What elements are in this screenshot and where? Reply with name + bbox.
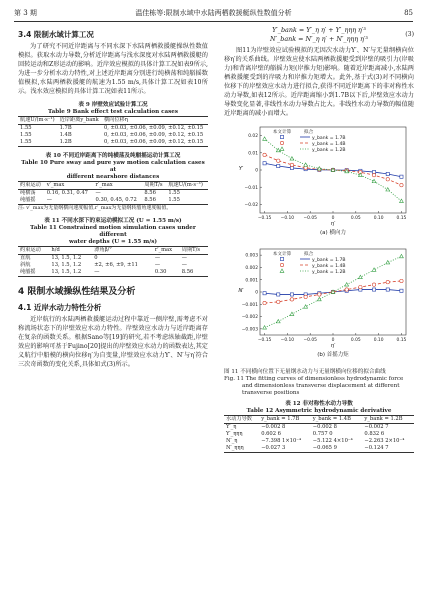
table-cell: —: [154, 255, 161, 261]
panel-b-y-tick-label: −0.002: [241, 315, 258, 321]
page-number: 85: [404, 9, 413, 17]
panel-b-data-point: [304, 305, 308, 308]
panel-a-y-tick-label: −0.02: [244, 203, 258, 208]
panel-a-y-tick-label: −0.01: [244, 185, 258, 191]
table-cell: −0.027 3: [261, 445, 286, 451]
panel-b-data-point: [359, 285, 362, 288]
table-cell: 0.602 6: [261, 431, 281, 437]
table-row: [18, 125, 208, 133]
table-10-header: v′_max: [46, 182, 65, 188]
table-11-caption-cn: 表 11 不同水深下的束运动模拟工况 (U = 1.55 m/s): [44, 218, 182, 224]
panel-a-data-point: [263, 137, 267, 140]
panel-b-data-point: [358, 275, 362, 278]
table-cell: 1.55: [20, 132, 32, 138]
table-9: [18, 116, 208, 147]
table-12-header: y_bank = 1.2B: [364, 416, 403, 422]
panel-a-x-tick-label: 0: [331, 216, 335, 221]
table-cell: 0.757 0: [312, 431, 333, 437]
table-row: [224, 445, 414, 453]
table-cell: −0.065 9: [312, 445, 337, 451]
figure-11-caption-cn: 图 11 不同横向位置下无量纲水动力与无量纲横向位移的拟合曲线: [224, 369, 386, 375]
table-cell: 1.55: [168, 190, 180, 196]
panel-a-x-tick-label: 0.15: [396, 216, 407, 221]
panel-b-y-tick-label: −0.003: [241, 327, 258, 333]
section-4-1-paragraph: 近岸航行的水陆两栖救援艇运动过程中靠近一侧岸壁,需考虑不对称流场状态下的岸壁效应水动力特性。岸壁效应水动力与近岸距离存在复杂的函数关系。根据Sano等[19]的研究,若不考虑纵轴截距,岸壁效应的影响可基于Fujino[20]提出的岸壁效应水动力的函数表达,其定义航行中船模的横向位移η′为自变量,岸壁效应水动力Y′、N′与η′符合三次奇函数的变化关系,具体如式(3)所示。: [18, 316, 208, 368]
panel-a-y-tick-label: 0: [255, 168, 258, 174]
panel-b-subtitle: (b) 首摇力矩: [317, 352, 349, 358]
panel-a-legend-label: y_bank = 1.4B: [312, 142, 346, 147]
panel-a-legend-header-data: 本文计算: [272, 130, 292, 135]
table-9-header: 航速U/(m·s⁻¹): [20, 117, 55, 123]
panel-b-data-point: [372, 283, 375, 286]
table-cell: 直航: [20, 255, 31, 261]
panel-a-data-point: [277, 164, 280, 167]
panel-a-legend-marker: [280, 141, 283, 144]
table-11-caption-en-1: Table 11 Constrained motion simulation cases under different: [30, 225, 196, 238]
running-title: 温佳栋等:限制水域中水陆两栖救援艇纵性数值分析: [135, 9, 292, 17]
panel-a-data-point: [290, 157, 294, 160]
figure-11-discussion: 图11为岸壁效应试验模拟的无因次水动力Y′、N′与无量纲横向位移η′的关系曲线。岸壁效应使水陆两栖救援艇受到岸壁的吸引力(岸吸力)和背离岸壁的艏摇力矩(岸推力矩)影响。随着近岸距离减小,水陆两栖救援艇受到的岸吸力和岸推力矩增大。此外,基于式(3)对不同横向位移下的岸壁效应水动力进行拟合,获得不同近岸距离下的非对称性水动力导数,如表12所示。近岸距离缩小到1.7B以下后,岸壁效应水动力导数变化显著,非线性水动力导数占比大。非线性水动力导数的幅值随近岸距离的减小而增大。: [224, 47, 414, 117]
panel-a-x-tick-label: 0.10: [373, 216, 384, 221]
panel-b-x-tick-label: 0: [331, 338, 335, 343]
table-cell: 1.55: [168, 197, 180, 203]
table-cell: 纯艏摇: [20, 197, 36, 203]
panel-b-legend-header-data: 本文计算: [272, 252, 292, 257]
table-12-header: 水动力导数: [226, 416, 252, 422]
table-cell: 0, ±0.03, ±0.06, ±0.09, ±0.12, ±0.15: [103, 132, 204, 138]
table-10-caption-cn: 表 10 不同近岸距离下的纯横荡及纯艏摇运动计算工况: [45, 153, 181, 159]
panel-a-data-point: [372, 179, 376, 182]
figure-11-caption-en-2: and dimensionless transverse displacement at different: [242, 383, 400, 389]
running-header: [14, 6, 413, 20]
panel-a-x-tick-label: −0.05: [303, 216, 317, 221]
table-row: [224, 438, 414, 445]
panel-a-subtitle: (a) 横向力: [320, 230, 346, 236]
table-cell: Y′_ηηη: [226, 431, 243, 437]
section-3-4-paragraph: 为了研究不同近岸距离与不同水深下水陆两栖救援艇操纵性数值模拟。获取水动力导数,分析近岸距离与浅水深度对水陆两栖救援艇的回转运动和Z形运动的影响。近岸效应模拟的具体计算工况如表9所示,为进一步分析水动力特性,对上述近岸距离分别进行纯横荡和纯艏摇数值模拟,水陆两栖救援艇的航速为1.55 m/s,具体计算工况如表10所示。浅水效应模拟的具体计算工况如表11所示。: [18, 43, 208, 95]
table-cell: 斜航: [20, 262, 31, 268]
table-cell: —: [154, 262, 161, 268]
figure-11: [224, 121, 414, 369]
table-cell: ±2, ±6, ±9, ±11: [94, 262, 138, 268]
table-11-header: r′_max: [154, 247, 173, 253]
table-cell: —: [181, 262, 187, 268]
table-10: [18, 181, 208, 205]
panel-b-x-axis-label: η′: [330, 343, 336, 349]
panel-b-y-axis-label: N′: [238, 288, 244, 294]
table-row: [18, 197, 208, 205]
panel-a-data-point: [304, 166, 307, 169]
panel-b-y-tick-label: 0.001: [245, 278, 258, 284]
panel-b-legend-marker: [280, 263, 283, 266]
table-cell: 8.56: [144, 197, 156, 203]
table-cell: 纯艏摇: [20, 269, 36, 275]
table-cell: 纯横荡: [20, 190, 36, 196]
panel-a-data-point: [277, 159, 280, 162]
table-row: [18, 255, 208, 263]
equation-3: [224, 26, 414, 44]
table-row: [224, 431, 414, 438]
section-3-4-title: 3.4 限制水域计算工况: [18, 30, 94, 39]
panel-a-y-axis-label: Y′: [238, 166, 244, 172]
panel-a-x-axis-label: η′: [330, 221, 336, 227]
panel-a-legend-label: y_bank = 1.2B: [312, 148, 346, 153]
table-12-caption-cn: 表 12 非对称性水动力导数: [285, 401, 353, 407]
table-11-header: h/d: [51, 247, 60, 253]
table-cell: 0.832 6: [364, 431, 385, 437]
table-cell: −0.002 8: [312, 424, 337, 430]
figure-11-caption-en-3: transverse positions: [242, 390, 300, 396]
table-cell: 0: [94, 255, 98, 261]
table-cell: −0.002 7: [364, 424, 389, 430]
panel-b-data-point: [277, 293, 280, 296]
table-10-header: 航速U/(m·s⁻¹): [168, 182, 203, 188]
equation-line-2: N′_bank = N′_η η′ + N′_ηηη η′³: [270, 35, 368, 43]
table-10-header: 约束运动: [20, 182, 41, 188]
table-cell: N′_η: [226, 438, 238, 444]
table-cell: −0.002 8: [261, 424, 286, 430]
panel-b-data-point: [276, 319, 280, 322]
table-12-header: y_bank = 1.7B: [261, 416, 300, 422]
table-row: [18, 269, 208, 277]
panel-b-data-point: [386, 288, 389, 291]
panel-a-legend-marker: [280, 147, 284, 150]
panel-a-data-point: [386, 172, 389, 175]
equation-number: (3): [405, 31, 414, 38]
table-cell: 1.7B: [59, 125, 72, 131]
panel-a-legend-marker: [280, 135, 283, 138]
panel-b-data-point: [263, 326, 267, 329]
panel-b-data-point: [290, 312, 294, 315]
panel-b-x-tick-label: −0.15: [257, 338, 272, 343]
right-column: [224, 26, 414, 453]
table-cell: —: [181, 255, 187, 261]
panel-b-data-point: [304, 295, 307, 298]
table-12-header: y_bank = 1.4B: [312, 416, 351, 422]
table-cell: —: [94, 269, 100, 275]
panel-b-y-tick-label: 0.003: [245, 253, 258, 259]
panel-b-legend-marker: [280, 269, 284, 272]
panel-b-data-point: [386, 280, 389, 283]
section-4-title: 4 限制水域操纵性结果及分析: [18, 287, 136, 297]
table-cell: 1.2B: [59, 139, 72, 145]
panel-b-data-point: [277, 300, 280, 303]
panel-a-legend-label: y_bank = 1.7B: [312, 136, 346, 141]
table-cell: −0.124 7: [364, 445, 389, 451]
panel-b-legend-label: y_bank = 1.2B: [312, 270, 346, 275]
table-10-caption-en-2: different nearshore distances: [66, 174, 160, 180]
table-10-caption-en-1: Table 10 Pure sway and pure yaw motion calculation cases at: [21, 160, 205, 173]
panel-b-data-point: [400, 254, 404, 257]
panel-b-y-tick-label: −0.001: [241, 302, 258, 308]
table-cell: −7.398 1×10⁻⁴: [261, 438, 302, 444]
table-cell: 1.55: [20, 125, 32, 131]
panel-b-legend-label: y_bank = 1.4B: [312, 264, 346, 269]
panel-b-data-point: [400, 289, 403, 292]
panel-b-data-point: [263, 301, 266, 304]
table-cell: 0.30, 0.45, 0.72: [95, 197, 137, 203]
panel-b-legend-label: y_bank = 1.7B: [312, 258, 346, 263]
panel-b-data-point: [290, 293, 293, 296]
panel-b-x-tick-label: −0.05: [303, 338, 317, 343]
header-rule: [14, 21, 413, 22]
panel-a-data-point: [386, 188, 390, 191]
panel-b-x-tick-label: 0.05: [350, 338, 361, 343]
table-cell: 0, ±0.03, ±0.06, ±0.09, ±0.12, ±0.15: [103, 139, 204, 145]
table-10-note: 注: v′_max为无量纲横向速度幅值,r′_max为无量纲转艏角速度幅值。: [18, 205, 172, 211]
panel-a-legend-header-fit: 拟合: [304, 130, 314, 135]
table-cell: N′_ηηη: [226, 445, 244, 451]
panel-b-y-tick-label: 0.002: [245, 266, 258, 272]
table-11-caption-en-2: water depths (U = 1.55 m/s): [68, 239, 158, 245]
table-cell: 1.55: [20, 139, 32, 145]
table-9-header: 近岸距离y_bank: [59, 117, 99, 123]
panel-a-x-tick-label: 0.05: [350, 216, 361, 221]
panel-b-data-point: [372, 288, 375, 291]
table-10-header: r′_max: [95, 182, 113, 188]
panel-b-x-tick-label: −0.10: [280, 338, 295, 343]
panel-b-data-point: [290, 298, 293, 301]
panel-a-data-point: [386, 178, 389, 181]
panel-a-data-point: [290, 163, 293, 166]
panel-b-data-point: [318, 293, 321, 296]
table-cell: 1.4B: [59, 132, 72, 138]
section-4-1-title: 4.1 近岸水动力特性分析: [18, 303, 102, 312]
panel-b-data-point: [400, 279, 403, 282]
panel-a-data-point: [400, 199, 404, 202]
panel-b-data-point: [263, 292, 266, 295]
panel-a-data-point: [263, 153, 266, 156]
panel-a-y-tick-label: 0.02: [248, 134, 258, 140]
table-cell: 8.56: [144, 190, 156, 196]
table-row: [18, 132, 208, 139]
panel-b-legend-header-fit: 拟合: [304, 252, 314, 257]
table-cell: —: [46, 197, 52, 203]
table-cell: 0.16, 0.31, 0.47: [46, 190, 88, 196]
equation-line-1: Y′_bank = Y′_η η′ + Y′_ηηη η′³: [272, 26, 366, 34]
panel-b-data-point: [345, 283, 349, 286]
panel-b-data-point: [345, 288, 348, 291]
panel-a-x-tick-label: −0.15: [257, 216, 272, 221]
panel-a-data-point: [400, 183, 403, 186]
figure-11-caption-en-1: Fig. 11 The fitting curves of dimensionless hydrodynamic force: [224, 376, 404, 382]
table-cell: 8.56: [181, 269, 194, 275]
panel-a-data-point: [263, 162, 266, 165]
table-cell: Y′_η: [226, 424, 237, 430]
table-11-header: 约束运动: [20, 247, 41, 253]
table-9-header: 横向位移η: [103, 117, 128, 123]
issue-label: 第 3 期: [14, 9, 37, 17]
table-9-caption-cn: 表 9 岸壁效应试验计算工况: [78, 102, 148, 108]
table-cell: 13, 1.5, 1.2: [51, 269, 82, 275]
table-cell: −2.263 2×10⁻⁴: [364, 438, 405, 444]
table-row: [18, 190, 208, 198]
panel-b-legend-marker: [280, 257, 283, 260]
table-9-caption-en: Table 9 Bank effect test calculation cases: [47, 109, 179, 115]
left-column: [18, 26, 208, 369]
panel-a-data-point: [372, 173, 375, 176]
table-cell: 13, 1.5, 1.2: [51, 255, 82, 261]
panel-b-y-tick-label: 0: [255, 290, 258, 296]
table-12: [224, 415, 414, 453]
table-row: [18, 262, 208, 269]
panel-a-y-tick-label: 0.01: [248, 151, 258, 157]
panel-b-x-tick-label: 0.10: [373, 338, 384, 343]
table-row: [18, 139, 208, 147]
table-11-header: 漂角β/°: [94, 247, 112, 253]
panel-b-x-tick-label: 0.15: [396, 338, 407, 343]
table-cell: 0.30: [154, 269, 167, 275]
table-row: [224, 424, 414, 432]
table-12-caption-en: Table 12 Asymmetric hydrodynamic derivative: [246, 408, 392, 414]
panel-a-x-tick-label: −0.10: [280, 216, 295, 221]
table-cell: —: [95, 190, 101, 196]
panel-a-data-point: [400, 175, 403, 178]
table-cell: 13, 1.5, 1.2: [51, 262, 82, 268]
table-11: [18, 246, 208, 277]
table-11-header: 周期T/s: [181, 247, 200, 253]
table-cell: −5.122 4×10⁻⁴: [312, 438, 353, 444]
table-10-header: 周期T/s: [144, 182, 163, 188]
table-cell: 0, ±0.03, ±0.06, ±0.09, ±0.12, ±0.15: [103, 125, 204, 131]
